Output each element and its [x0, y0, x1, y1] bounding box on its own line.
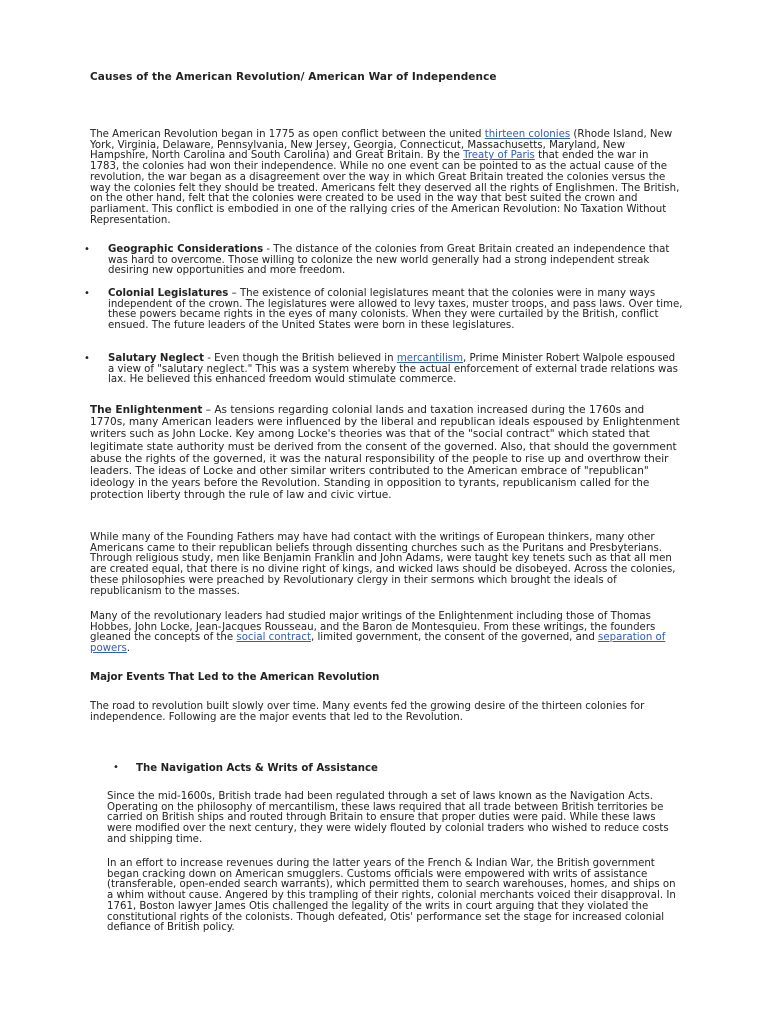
- thirteen-colonies-link[interactable]: thirteen colonies: [484, 129, 571, 140]
- bullet-geographic: [108, 245, 683, 277]
- major-events-heading: Major Events That Led to the American Revolution: [90, 672, 380, 683]
- bullet-title: Salutary Neglect: [108, 353, 204, 364]
- social-contract-link[interactable]: social contract: [236, 632, 311, 644]
- enlightenment-body: – As tensions regarding colonial lands and taxation increased during the 1760s and 1770s, many American leaders were influenced by the liberal and republican ideals espoused by Enlightenment writers such as John Locke. Key among Locke's theories was that of the "social contract" which stated that legitimate state authority must be derived from the consent of the governed. Also, that should the government abuse the rights of the governed, it was the natural responsibility of the people to rise up and overthrow their leaders. The ideas of Locke and other similar writers contributed to the American embrace of "republican" ideology in the years before the Revolution. Standing in opposition to tyrants, republicanism called for the protection liberty through the rule of law and civic virtue.: [90, 404, 680, 502]
- bullet-legislatures: [108, 289, 683, 332]
- bullet-body: - Even though the British believed in: [203, 353, 397, 364]
- leaders-text-3: .: [126, 643, 131, 655]
- bullet-body: - The distance of the colonies from Great Britain created an independence that was hard to overcome. Those willing to colonize the new world generally had a strong independent streak desiring new opportunities and more freedom.: [108, 244, 670, 277]
- bullet-title: Geographic Considerations: [108, 244, 264, 255]
- intro-text-2: (Rhode Island, New York, Virginia, Delaware, Pennsylvania, New Jersey, Georgia, Connecticut, Massachusetts, Maryland, New Hampshire, North Carolina and South Carolina) and Great Britain. By the: [90, 129, 673, 162]
- bullet-marker: •: [113, 762, 119, 773]
- intro-paragraph: [90, 130, 680, 226]
- navigation-acts-paragraph: Since the mid-1600s, British trade had been regulated through a set of laws known as the Navigation Acts. Operating on the philosophy of mercantilism, these laws required that all trade between British territories be carried on British ships and routed through Britain to ensure that proper duties were paid. While these laws were modified over the next century, they were widely flouted by colonial traders who wished to reduce costs and shipping time.: [107, 791, 669, 845]
- leaders-text-1: Many of the revolutionary leaders had studied major writings of the Enlightenment including those of Thomas Hobbes, John Locke, Jean-Jacques Rousseau, and the Baron de Montesquieu. From these writings, the founders gleaned the concepts of the: [90, 611, 656, 644]
- bullet-marker: •: [84, 244, 90, 255]
- founding-fathers-paragraph: While many of the Founding Fathers may have had contact with the writings of European thinkers, many other Americans came to their republican beliefs through dissenting churches such as the Puritans and Presbyterians. Through religious study, men like Benjamin Franklin and John Adams, were taught key tenets such as that all men are created equal, that there is no divine right of kings, and wicked laws should be disobeyed. Across the colonies, these philosophies were preached by Revolutionary clergy in their sermons which brought the ideals of republicanism to the masses.: [90, 532, 676, 597]
- intro-text-1: The American Revolution began in 1775 as open conflict between the united: [90, 129, 485, 140]
- intro-text-3: that ended the war in 1783, the colonies had won their independence. While no one event can be pointed to as the actual cause of the revolution, the war began as a disagreement over the way in which Great Britain treated the colonies versus the way the colonies felt they should be treated. Americans felt they deserved all the rights of Englishmen. The British, on the other hand, felt that the colonies were created to be used in the way that best suited the crown and parliament. This conflict is embodied in one of the rallying cries of the American Revolution: No Taxation Without Representation.: [90, 150, 680, 226]
- enlightenment-title: The Enlightenment: [90, 404, 203, 416]
- separation-of-powers-link[interactable]: separation of powers: [90, 632, 666, 655]
- bullet-marker: •: [84, 353, 90, 364]
- bullet-body: , Prime Minister Robert Walpole espoused a view of "salutary neglect." This was a system whereby the actual enforcement of external trade relations was lax. He believed this enhanced freedom would stimulate commerce.: [108, 353, 678, 386]
- enlightenment-paragraph: [90, 404, 680, 502]
- leaders-text-2: , limited government, the consent of the governed, and: [311, 632, 599, 644]
- writs-of-assistance-paragraph: In an effort to increase revenues during the latter years of the French & Indian War, the British government began cracking down on American smugglers. Customs officials were empowered with writs of assistance (transferable, open-ended search warrants), which permitted them to search warehouses, homes, and ships on a whim without cause. Angered by this trampling of their rights, colonial merchants voiced their disapproval. In 1761, Boston lawyer James Otis challenged the legality of the writs in court arguing that they violated the constitutional rights of the colonists. Though defeated, Otis' performance set the stage for increased colonial defiance of British policy.: [107, 858, 676, 934]
- bullet-body: – The existence of colonial legislatures meant that the colonies were in many ways independent of the crown. The legislatures were allowed to levy taxes, muster troops, and pass laws. Over time, these powers became rights in the eyes of many colonists. When they were curtailed by the British, conflict ensued. The future leaders of the United States were born in these legislatures.: [108, 288, 683, 332]
- mercantilism-link[interactable]: mercantilism: [396, 353, 464, 364]
- treaty-of-paris-link[interactable]: Treaty of Paris: [463, 150, 535, 162]
- bullet-salutary-neglect: [108, 354, 683, 386]
- bullet-title: Colonial Legislatures: [108, 288, 229, 299]
- bullet-marker: •: [84, 288, 90, 299]
- road-to-revolution-paragraph: The road to revolution built slowly over time. Many events fed the growing desire of the thirteen colonies for independence. Following are the major events that led to the Revolution.: [90, 701, 645, 723]
- document-title: Causes of the American Revolution/ American War of Independence: [90, 71, 497, 83]
- navigation-acts-heading: The Navigation Acts & Writs of Assistance: [136, 763, 378, 774]
- revolutionary-leaders-paragraph: [90, 612, 680, 655]
